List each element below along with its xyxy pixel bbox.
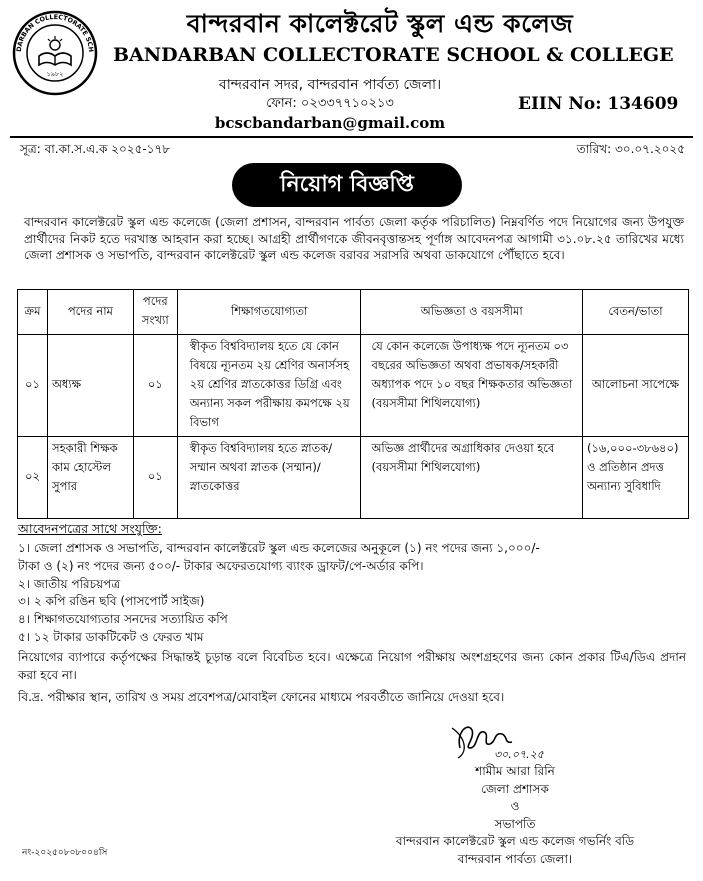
header-experience: অভিজ্ঞতা ও বয়সসীমা <box>361 290 583 335</box>
table-row <box>18 437 689 519</box>
attachments-list <box>18 540 686 647</box>
row-post: অধ্যক্ষ <box>47 335 133 437</box>
header-count: পদের সংখ্যা <box>133 290 177 335</box>
attachments-heading: আবেদনপত্রের সাথে সংযুক্তি: <box>18 521 162 536</box>
notice-title: নিয়োগ বিজ্ঞপ্তি <box>232 163 462 207</box>
header-qualification: শিক্ষাগতযোগ্যতা <box>177 290 361 335</box>
school-address: বান্দরবান সদর, বান্দরবান পার্বত্য জেলা। <box>218 77 442 93</box>
logo-ring-text: DARBAN COLLECTORATE SCH <box>14 12 96 53</box>
header-serial: ক্রম <box>18 290 48 335</box>
row-experience: অভিজ্ঞ প্রার্থীদের অগ্রাধিকার দেওয়া হবে (বয়সসীমা শিথিলযোগ্য) <box>361 437 583 519</box>
list-item: ৫। ১২ টাকার ডাকটিকেট ও ফেরত খাম <box>18 629 204 644</box>
handwritten-signature <box>438 718 558 760</box>
row-qualification: স্বীকৃত বিশ্ববিদ্যালয় হতে স্নাতক/সম্মান অথবা স্নাতক (সম্মান)/স্নাতকোত্তর <box>177 437 361 519</box>
table-header-row <box>18 290 689 335</box>
reference-number: সূত্র: বা.কা.স.এ.ক ২০২৫-১৭৮ <box>20 142 171 156</box>
exam-note: বি.দ্র. পরীক্ষার স্থান, তারিখ ও সময় প্রবেশপত্র/মোবাইল ফোনের মাধ্যমে পরবর্তীতে জানিয়ে দেওয়া হবে। <box>18 690 505 704</box>
row-qualification: স্বীকৃত বিশ্ববিদ্যালয় হতে যে কোন বিষয়ে ন্যূনতম ২য় শ্রেণির অনার্সসহ ২য় শ্রেণির স্নাতকোত্তর ডিগ্রি এবং অন্যান্য সকল পরীক্ষায় কমপক্ষে ২য় বিভাগ <box>177 335 361 437</box>
authority-note: নিয়োগের ব্যাপারে কর্তৃপক্ষের সিদ্ধান্তই চূড়ান্ত বলে বিবেচিত হবে। এক্ষেত্রে নিয়োগ পরীক্ষায় অংশগ্রহণের জন্য কোন প্রকার টিএ/ডিএ প্রদান করা হবে না। <box>18 650 686 682</box>
school-phone: ফোন: ০২৩৩৭৭১০২১৩ <box>266 96 394 111</box>
notice-date: তারিখ: ৩০.০৭.২০২৫ <box>576 142 685 156</box>
row-count: ০১ <box>133 335 177 437</box>
row-salary: (১৬,০০০-৩৮৬৪০) ও প্রতিষ্ঠান প্রদত্ত অন্যান্য সুবিধাদি <box>582 437 688 519</box>
list-item: ১। জেলা প্রশাসক ও সভাপতি, বান্দরবান কালেক্টরেট স্কুল এন্ড কলেজের অনুকূলে (১) নং পদের জন্য ১,০০০/- <box>18 541 540 555</box>
row-experience: যে কোন কলেজে উপাধ্যক্ষ পদে ন্যূনতম ০৩ বছরের অভিজ্ঞতা অথবা প্রভাষক/সহকারী অধ্যাপক পদে ১০ বছর শিক্ষকতার অভিজ্ঞতা (বয়সসীমা শিথিলযোগ্য) <box>361 335 583 437</box>
row-count: ০১ <box>133 437 177 519</box>
signatory-district: বান্দরবান পার্বত্য জেলা। <box>457 851 573 866</box>
signature-block <box>330 763 700 868</box>
signatory-name: শামীম আরা রিনি <box>475 764 555 778</box>
row-serial: ০২ <box>18 437 48 519</box>
logo-year: ১৯৮২ <box>46 70 64 78</box>
list-item: ৩। ২ কপি রঙিন ছবি (পাসপোর্ট সাইজ) <box>18 594 205 609</box>
header-post: পদের নাম <box>47 290 133 335</box>
list-item: ৪। শিক্ষাগতযোগ্যতার সনদের সত্যায়িত কপি <box>18 612 228 627</box>
signatory-body: বান্দরবান কালেক্টরেট স্কুল এন্ড কলেজ গভর্নিং বডি <box>395 834 635 848</box>
row-post: সহকারী শিক্ষক কাম হোস্টেল সুপার <box>47 437 133 519</box>
list-item: টাকা ও (২) নং পদের জন্য ৫০০/- টাকার অফেরতযোগ্য ব্যাংক ড্রাফট/পে-অর্ডার কপি। <box>18 558 424 573</box>
table-row <box>18 335 689 437</box>
school-name-bangla: বান্দরবান কালেক্টরেট স্কুল এন্ড কলেজ <box>186 9 574 38</box>
row-salary: আলোচনা সাপেক্ষে <box>582 335 688 437</box>
header-salary: বেতন/ভাতা <box>582 290 688 335</box>
school-email: bcscbandarban@gmail.com <box>214 114 446 132</box>
intro-paragraph: বান্দরবান কালেক্টরেট স্কুল এন্ড কলেজে (জেলা প্রশাসন, বান্দরবান পার্বত্য জেলা কর্তৃক পরিচালিত) নিম্নবর্ণিত পদে নিয়োগের জন্য উপযুক্ত প্রার্থীদের নিকট হতে দরখাস্ত আহবান করা হচ্ছে। আগ্রহী প্রার্থীগণকে জীবনবৃত্তান্তসহ পূর্ণাঙ্গ আবেদনপত্র আগামী ৩১.০৮.২৫ তারিখের মধ্যে জেলা প্রশাসক ও সভাপতি, বান্দরবান কালেক্টরেট স্কুল এন্ড কলেজ বরাবর সরাসরি অথবা ডাকযোগে পৌঁছাতে হবে। <box>24 215 684 262</box>
signature-date: ৩০.০৭.২৫ <box>494 748 544 760</box>
signatory-and: ও <box>510 799 520 813</box>
list-item: ২। জাতীয় পরিচয়পত্র <box>18 576 121 591</box>
signatory-role: সভাপতি <box>494 816 536 831</box>
header-divider <box>10 136 693 138</box>
school-name-english: BANDARBAN COLLECTORATE SCHOOL & COLLEGE <box>113 44 674 66</box>
signatory-designation: জেলা প্রশাসক <box>481 781 549 796</box>
school-logo <box>12 10 98 96</box>
row-serial: ০১ <box>18 335 48 437</box>
memo-number: নং-২০২৫০৮০৮০০৪সি <box>22 848 108 858</box>
vacancy-table <box>17 289 689 519</box>
eiin-number: EIIN No: 134609 <box>518 94 679 114</box>
